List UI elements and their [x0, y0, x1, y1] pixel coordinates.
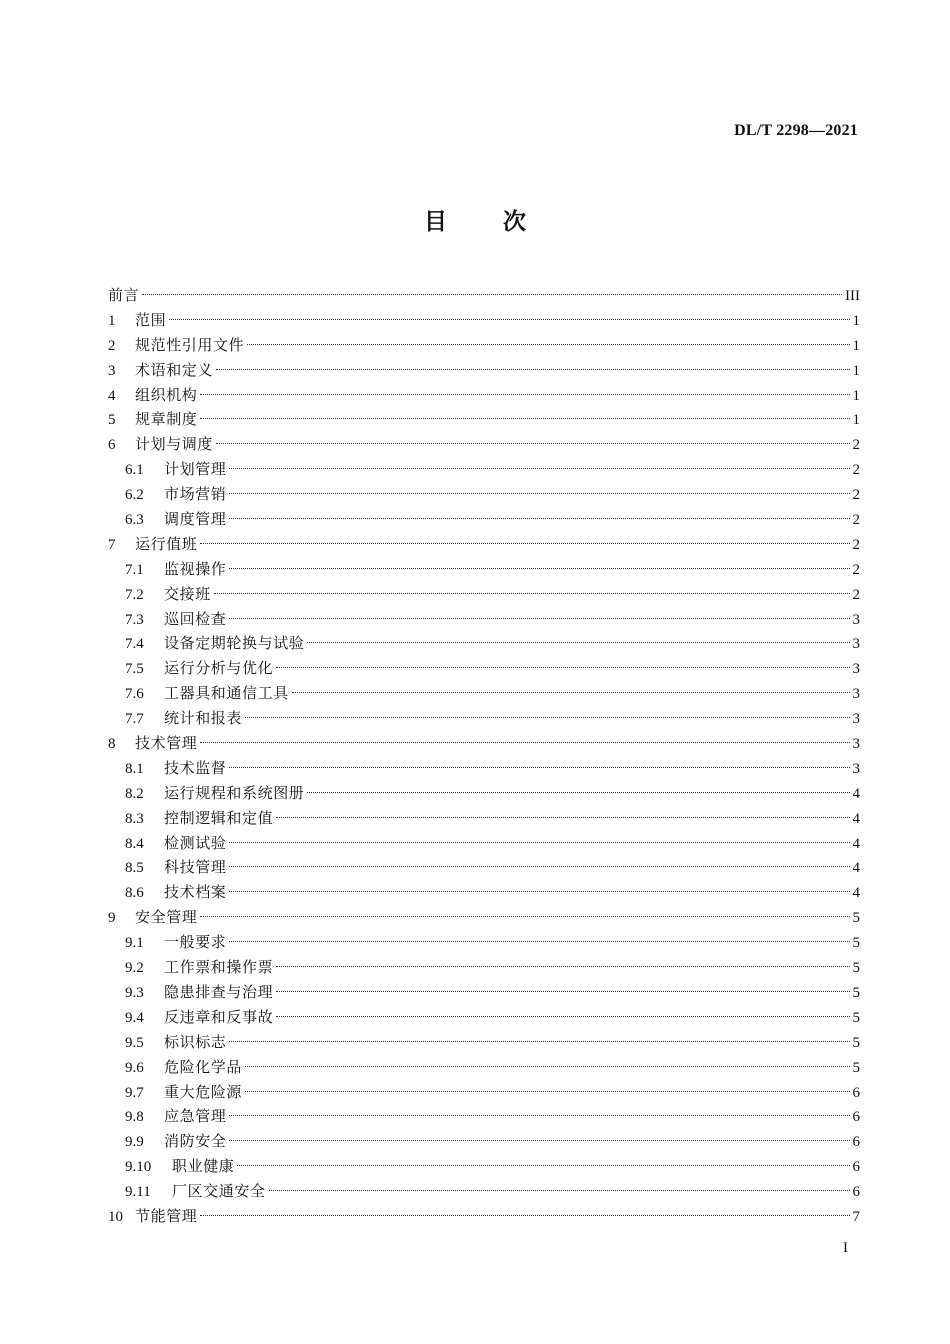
toc-entry-page: 7 [852, 1208, 860, 1225]
toc-leader-dots [245, 1091, 849, 1092]
toc-entry-title: 前言 [108, 286, 140, 304]
toc-entry-title: 检测试验 [164, 833, 227, 852]
toc-entry-title: 危险化学品 [164, 1057, 243, 1076]
toc-entry[interactable] [108, 781, 860, 806]
toc-entry-title: 厂区交通安全 [172, 1182, 266, 1201]
toc-entry-title: 计划管理 [164, 460, 227, 479]
toc-entry-number: 3 [108, 362, 116, 379]
toc-leader-dots [269, 1190, 850, 1191]
toc-leader-dots [229, 468, 849, 469]
toc-entry-number: 8.6 [125, 885, 144, 902]
toc-leader-dots [214, 593, 850, 594]
toc-entry-title: 计划与调度 [135, 435, 214, 454]
toc-entry-title: 应急管理 [164, 1107, 227, 1126]
toc-entry-page: 6 [852, 1084, 860, 1101]
toc-entry[interactable] [108, 831, 860, 856]
toc-entry-page: 2 [852, 487, 860, 504]
toc-leader-dots [276, 1016, 849, 1017]
toc-entry-number: 7.4 [125, 636, 144, 653]
toc-entry-page: III [845, 288, 860, 304]
toc-entry-page: 3 [852, 711, 860, 728]
toc-entry[interactable] [108, 333, 860, 358]
toc-entry-title: 工作票和操作票 [164, 958, 274, 977]
toc-leader-dots [307, 792, 849, 793]
toc-entry-page: 2 [852, 536, 860, 553]
toc-entry-number: 8.4 [125, 835, 144, 852]
toc-entry-number: 6.2 [125, 487, 144, 504]
toc-entry[interactable] [108, 756, 860, 781]
toc-entry-title: 运行分析与优化 [164, 659, 274, 678]
toc-entry-title: 术语和定义 [135, 360, 214, 379]
toc-entry-number: 6.1 [125, 462, 144, 479]
toc-entry[interactable] [108, 482, 860, 507]
toc-entry-title: 科技管理 [164, 858, 227, 877]
toc-entry-page: 6 [852, 1184, 860, 1201]
toc-entry-page: 5 [852, 960, 860, 977]
toc-entry-number: 9.5 [125, 1034, 144, 1051]
toc-leader-dots [216, 443, 849, 444]
toc-leader-dots [169, 319, 849, 320]
toc-leader-dots [216, 369, 849, 370]
toc-entry[interactable] [108, 1154, 860, 1179]
toc-entry-page: 3 [852, 636, 860, 653]
toc-entry-page: 4 [852, 810, 860, 827]
toc-leader-dots [307, 642, 849, 643]
toc-entry-number: 7 [108, 536, 116, 553]
toc-leader-dots [247, 344, 849, 345]
toc-entry-page: 6 [852, 1134, 860, 1151]
toc-entry[interactable] [108, 383, 860, 408]
toc-entry-title: 一般要求 [164, 933, 227, 952]
toc-entry-number: 8 [108, 736, 116, 753]
toc-entry-title: 设备定期轮换与试验 [164, 634, 305, 653]
toc-entry-page: 2 [852, 561, 860, 578]
toc-entry-number: 7.2 [125, 586, 144, 603]
toc-entry-title: 统计和报表 [164, 709, 243, 728]
toc-entry[interactable] [108, 283, 860, 308]
toc-leader-dots [229, 493, 849, 494]
page-number: I [843, 1240, 848, 1256]
toc-entry[interactable] [108, 507, 860, 532]
toc-entry[interactable] [108, 358, 860, 383]
toc-entry-title: 工器具和通信工具 [164, 684, 289, 703]
toc-entry-title: 消防安全 [164, 1132, 227, 1151]
toc-entry-page: 1 [852, 362, 860, 379]
toc-entry-title: 巡回检查 [164, 609, 227, 628]
toc-entry-number: 9.6 [125, 1059, 144, 1076]
toc-entry[interactable] [108, 1055, 860, 1080]
toc-leader-dots [237, 1165, 849, 1166]
toc-entry[interactable] [108, 905, 860, 930]
toc-entry-number: 9.3 [125, 984, 144, 1001]
toc-entry-number: 1 [108, 312, 116, 329]
toc-entry-title: 范围 [135, 310, 167, 329]
toc-entry-page: 6 [852, 1109, 860, 1126]
toc-entry[interactable] [108, 706, 860, 731]
toc-entry[interactable] [108, 656, 860, 681]
toc-entry[interactable] [108, 880, 860, 905]
toc-entry-title: 市场营销 [164, 485, 227, 504]
toc-leader-dots [229, 866, 849, 867]
toc-entry-page: 5 [852, 935, 860, 952]
toc-entry-page: 1 [852, 312, 860, 329]
toc-leader-dots [229, 1041, 849, 1042]
toc-entry-page: 4 [852, 885, 860, 902]
toc-leader-dots [292, 692, 850, 693]
table-of-contents [108, 283, 860, 1229]
toc-entry[interactable] [108, 432, 860, 457]
toc-entry-page: 5 [852, 1034, 860, 1051]
toc-entry-number: 8.1 [125, 760, 144, 777]
toc-entry-page: 5 [852, 1059, 860, 1076]
toc-entry-title: 节能管理 [135, 1206, 198, 1225]
toc-entry-number: 9.9 [125, 1134, 144, 1151]
toc-entry-page: 3 [852, 760, 860, 777]
toc-entry-title: 反违章和反事故 [164, 1007, 274, 1026]
toc-entry[interactable] [108, 582, 860, 607]
toc-entry-title: 技术档案 [164, 883, 227, 902]
toc-entry-title: 交接班 [164, 584, 211, 603]
toc-leader-dots [276, 966, 849, 967]
toc-leader-dots [276, 667, 849, 668]
toc-entry-number: 4 [108, 387, 116, 404]
toc-entry-title: 运行值班 [135, 534, 198, 553]
toc-leader-dots [229, 618, 849, 619]
toc-leader-dots [229, 941, 849, 942]
toc-entry-title: 运行规程和系统图册 [164, 783, 305, 802]
toc-entry-number: 6.3 [125, 512, 144, 529]
toc-entry-title: 职业健康 [172, 1157, 235, 1176]
toc-entry[interactable] [108, 955, 860, 980]
toc-entry-page: 2 [852, 512, 860, 529]
toc-entry[interactable] [108, 631, 860, 656]
toc-entry-title: 组织机构 [135, 385, 198, 404]
toc-entry-number: 9.4 [125, 1009, 144, 1026]
toc-entry-page: 3 [852, 611, 860, 628]
toc-entry-title: 安全管理 [135, 908, 198, 927]
toc-leader-dots [200, 394, 849, 395]
toc-entry[interactable] [108, 1080, 860, 1105]
toc-entry-title: 控制逻辑和定值 [164, 808, 274, 827]
toc-entry-title: 规章制度 [135, 410, 198, 429]
toc-entry-title: 重大危险源 [164, 1082, 243, 1101]
toc-leader-dots [200, 543, 849, 544]
toc-leader-dots [229, 767, 849, 768]
toc-entry-number: 2 [108, 337, 116, 354]
toc-entry-title: 隐患排查与治理 [164, 982, 274, 1001]
toc-entry-page: 4 [852, 860, 860, 877]
toc-leader-dots [276, 991, 849, 992]
toc-leader-dots [142, 294, 842, 295]
toc-leader-dots [229, 1115, 849, 1116]
toc-entry-title: 监视操作 [164, 559, 227, 578]
page-title [0, 203, 950, 236]
toc-entry-number: 7.3 [125, 611, 144, 628]
toc-entry-title: 技术监督 [164, 758, 227, 777]
toc-entry-page: 2 [852, 462, 860, 479]
toc-entry[interactable] [108, 607, 860, 632]
toc-entry-number: 7.6 [125, 686, 144, 703]
toc-entry[interactable] [108, 308, 860, 333]
toc-entry[interactable] [108, 1005, 860, 1030]
toc-entry-number: 7.7 [125, 711, 144, 728]
toc-leader-dots [200, 1215, 849, 1216]
toc-entry-page: 1 [852, 337, 860, 354]
toc-entry-title: 标识标志 [164, 1032, 227, 1051]
toc-entry-title: 技术管理 [135, 734, 198, 753]
document-code: DL/T 2298—2021 [734, 122, 858, 139]
toc-entry-page: 2 [852, 586, 860, 603]
title-char-2: 次 [503, 209, 526, 235]
toc-entry[interactable] [108, 407, 860, 432]
toc-entry-page: 5 [852, 1009, 860, 1026]
toc-entry[interactable] [108, 557, 860, 582]
toc-entry-number: 7.5 [125, 661, 144, 678]
toc-entry[interactable] [108, 855, 860, 880]
toc-entry-number: 5 [108, 412, 116, 429]
toc-entry-number: 8.5 [125, 860, 144, 877]
toc-entry-number: 8.3 [125, 810, 144, 827]
toc-entry[interactable] [108, 980, 860, 1005]
toc-entry-number: 9.7 [125, 1084, 144, 1101]
toc-entry-page: 3 [852, 661, 860, 678]
toc-entry-page: 1 [852, 412, 860, 429]
toc-leader-dots [229, 568, 849, 569]
toc-entry-page: 4 [852, 835, 860, 852]
toc-entry[interactable] [108, 1204, 860, 1229]
toc-entry-title: 调度管理 [164, 510, 227, 529]
toc-entry-page: 6 [852, 1159, 860, 1176]
toc-entry-page: 3 [852, 686, 860, 703]
toc-entry-page: 5 [852, 984, 860, 1001]
toc-entry-number: 9.2 [125, 960, 144, 977]
toc-entry[interactable] [108, 731, 860, 756]
toc-leader-dots [229, 1140, 849, 1141]
toc-entry-number: 9.8 [125, 1109, 144, 1126]
title-char-1: 目 [424, 209, 447, 235]
toc-leader-dots [245, 717, 849, 718]
toc-leader-dots [229, 891, 849, 892]
toc-leader-dots [229, 842, 849, 843]
toc-entry-page: 4 [852, 785, 860, 802]
toc-leader-dots [200, 418, 849, 419]
toc-leader-dots [245, 1066, 849, 1067]
toc-leader-dots [229, 518, 849, 519]
toc-entry-number: 8.2 [125, 785, 144, 802]
toc-leader-dots [276, 817, 849, 818]
toc-entry[interactable] [108, 806, 860, 831]
toc-entry[interactable] [108, 1104, 860, 1129]
toc-entry-number: 9 [108, 910, 116, 927]
toc-entry-number: 9.11 [125, 1184, 151, 1201]
toc-entry[interactable] [108, 457, 860, 482]
toc-entry-number: 9.1 [125, 935, 144, 952]
toc-entry-page: 3 [852, 736, 860, 753]
toc-entry-page: 1 [852, 387, 860, 404]
toc-entry[interactable] [108, 930, 860, 955]
toc-entry-number: 9.10 [125, 1159, 152, 1176]
toc-entry[interactable] [108, 1129, 860, 1154]
toc-entry[interactable] [108, 1179, 860, 1204]
toc-entry[interactable] [108, 681, 860, 706]
toc-entry-title: 规范性引用文件 [135, 335, 245, 354]
toc-entry-number: 10 [108, 1208, 123, 1225]
toc-entry[interactable] [108, 532, 860, 557]
toc-entry-page: 2 [852, 437, 860, 454]
toc-entry-number: 7.1 [125, 561, 144, 578]
toc-entry-page: 5 [852, 910, 860, 927]
toc-leader-dots [200, 742, 849, 743]
toc-entry-number: 6 [108, 437, 116, 454]
toc-leader-dots [200, 916, 849, 917]
toc-entry[interactable] [108, 1030, 860, 1055]
